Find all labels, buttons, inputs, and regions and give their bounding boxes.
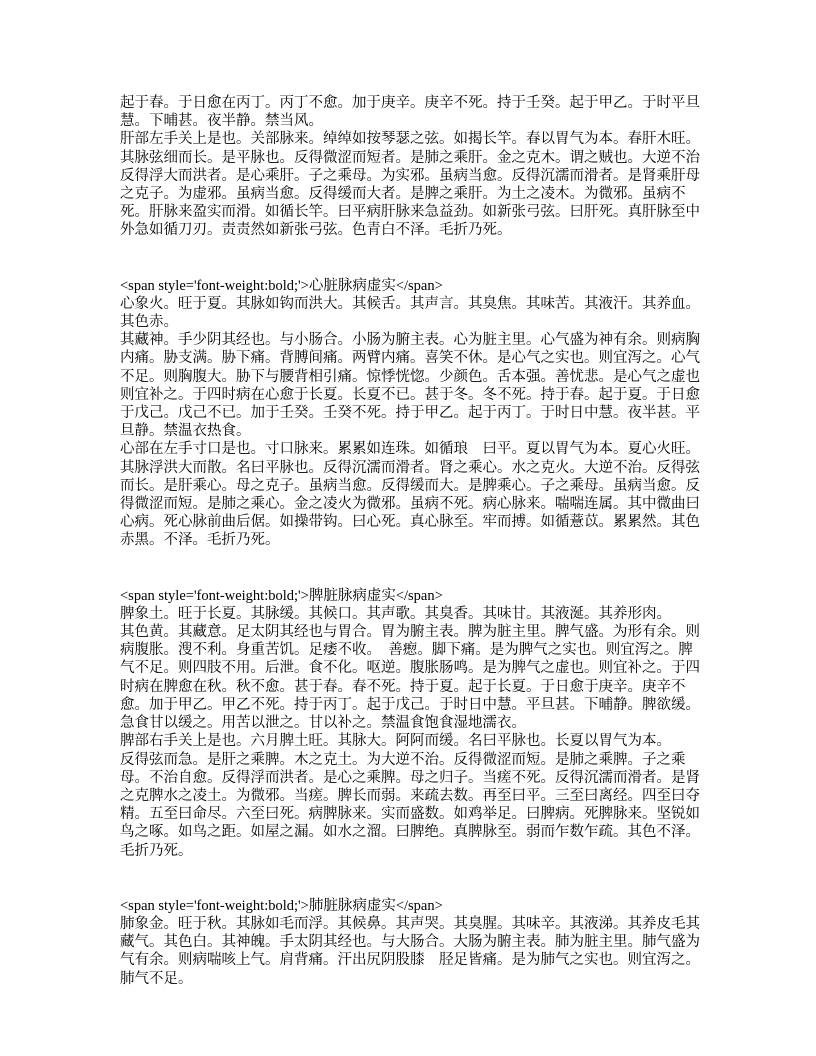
section-heading-heart: <span style='font-weight:bold;'>心脏脉病虚实</span> xyxy=(120,277,443,294)
intro-paragraph-liver-position: 肝部左手关上是也。关部脉来。绰绰如按琴瑟之弦。如揭长竿。春以胃气为本。春肝木旺。 xyxy=(120,131,700,148)
body-paragraph: 肺象金。旺于秋。其脉如毛而浮。其候鼻。其声哭。其臭腥。其味辛。其液涕。其养皮毛其藏气。其色白。其神魄。手太阴其经也。与大肠合。大肠为腑主表。肺为脏主里。肺气盛为气有余。则病喘咳上气。肩背痛。汗出尻阴股膝 胫足皆痛。是为肺气之实也。则宜泻之。肺气不足。 xyxy=(120,915,700,987)
intro-paragraph-liver-pulse: 其脉弦细而长。是平脉也。反得微涩而短者。是肺之乘肝。金之克木。谓之贼也。大逆不治反得浮大而洪者。是心乘肝。子之乘母。为实邪。虽病当愈。反得沉濡而滑者。是肾乘肝母之克子。为虚邪。虽病当愈。反得缓而大者。是脾之乘肝。为土之凌木。为微邪。虽病不死。肝脉来盈实而滑。如循长竿。曰平病肝脉来急益劲。如新张弓弦。曰肝死。真肝脉至中外急如循刀刃。责责然如新张弓弦。色青白不泽。毛折乃死。 xyxy=(120,149,700,239)
section-heart-pulse xyxy=(120,277,700,550)
section-spleen-pulse xyxy=(120,587,700,860)
body-paragraph: 脾象土。旺于长夏。其脉缓。其候口。其声歌。其臭香。其味甘。其液涎。其养形肉。 xyxy=(120,605,671,622)
section-lung-pulse xyxy=(120,897,700,988)
body-paragraph: 反得弦而急。是肝之乘脾。木之克土。为大逆不治。反得微涩而短。是肺之乘脾。子之乘母。不治自愈。反得浮而洪者。是心之乘脾。母之归子。当瘥不死。反得沉濡而滑者。是肾之克脾水之凌土。为微邪。当瘥。脾长而弱。来疏去数。再至曰平。三至曰离经。四至曰夺精。五至曰命尽。六至曰死。病脾脉来。实而盛数。如鸡举足。曰脾病。死脾脉来。坚锐如鸟之啄。如鸟之距。如屋之漏。如水之溜。曰脾绝。真脾脉至。弱而乍数乍疏。其色不泽。毛折乃死。 xyxy=(120,751,700,859)
body-paragraph: 心象火。旺于夏。其脉如钩而洪大。其候舌。其声言。其臭焦。其味苦。其液汗。其养血。其色赤。 xyxy=(120,295,700,331)
section-heading-lung: <span style='font-weight:bold;'>肺脏脉病虚实</span> xyxy=(120,897,443,914)
body-paragraph: 心部在左手寸口是也。寸口脉来。累累如连珠。如循琅 曰平。夏以胃气为本。夏心火旺。 xyxy=(120,441,700,458)
body-paragraph: 其色黄。其藏意。足太阴其经也与胃合。胃为腑主表。脾为脏主里。脾气盛。为形有余。则病腹胀。溲不利。身重苦饥。足痿不收。 善瘛。脚下痛。是为脾气之实也。则宜泻之。脾气不足。则四肢不用。后泄。食不化。呕逆。腹胀肠鸣。是为脾气之虚也。则宜补之。于四时病在脾愈在秋。秋不愈。甚于春。春不死。持于夏。起于长夏。于日愈于庚辛。庚辛不愈。加于甲乙。甲乙不死。持于丙丁。起于戊己。于时日中慧。平旦甚。下晡静。脾欲缓。急食甘以缓之。用苦以泄之。甘以补之。禁温食饱食湿地濡衣。 xyxy=(120,624,700,732)
body-paragraph: 其脉浮洪大而散。名曰平脉也。反得沉濡而滑者。肾之乘心。水之克火。大逆不治。反得弦而长。是肝乘心。母之克子。虽病当愈。反得缓而大。是脾乘心。子之乘母。虽病当愈。反得微涩而短。是肺之乘心。金之凌火为微邪。虽病不死。病心脉来。喘喘连属。其中微曲曰心病。死心脉前曲后倨。如操带钩。曰心死。真心脉至。牢而搏。如循薏苡。累累然。其色赤黑。不泽。毛折乃死。 xyxy=(120,459,700,549)
body-paragraph: 其藏神。手少阴其经也。与小肠合。小肠为腑主表。心为脏主里。心气盛为神有余。则病胸内痛。胁支满。胁下痛。背膊间痛。两臂内痛。喜笑不休。是心气之实也。则宜泻之。心气不足。则胸腹大。胁下与腰背相引痛。惊悸恍惚。少颜色。舌本强。善忧悲。是心气之虚也则宜补之。于四时病在心愈于长夏。长夏不已。甚于冬。冬不死。持于春。起于夏。于日愈于戊己。戊己不已。加于壬癸。壬癸不死。持于甲乙。起于丙丁。于时日中慧。夜半甚。平旦静。禁温衣热食。 xyxy=(120,332,700,440)
body-paragraph: 脾部右手关上是也。六月脾土旺。其脉大。阿阿而缓。名曰平脉也。长夏以胃气为本。 xyxy=(120,733,671,750)
section-heading-spleen: <span style='font-weight:bold;'>脾脏脉病虚实</span> xyxy=(120,587,443,604)
intro-paragraph-liver-seasons: 起于春。于日愈在丙丁。丙丁不愈。加于庚辛。庚辛不死。持于壬癸。起于甲乙。于时平旦慧。下晡甚。夜半静。禁当风。 xyxy=(120,95,700,130)
